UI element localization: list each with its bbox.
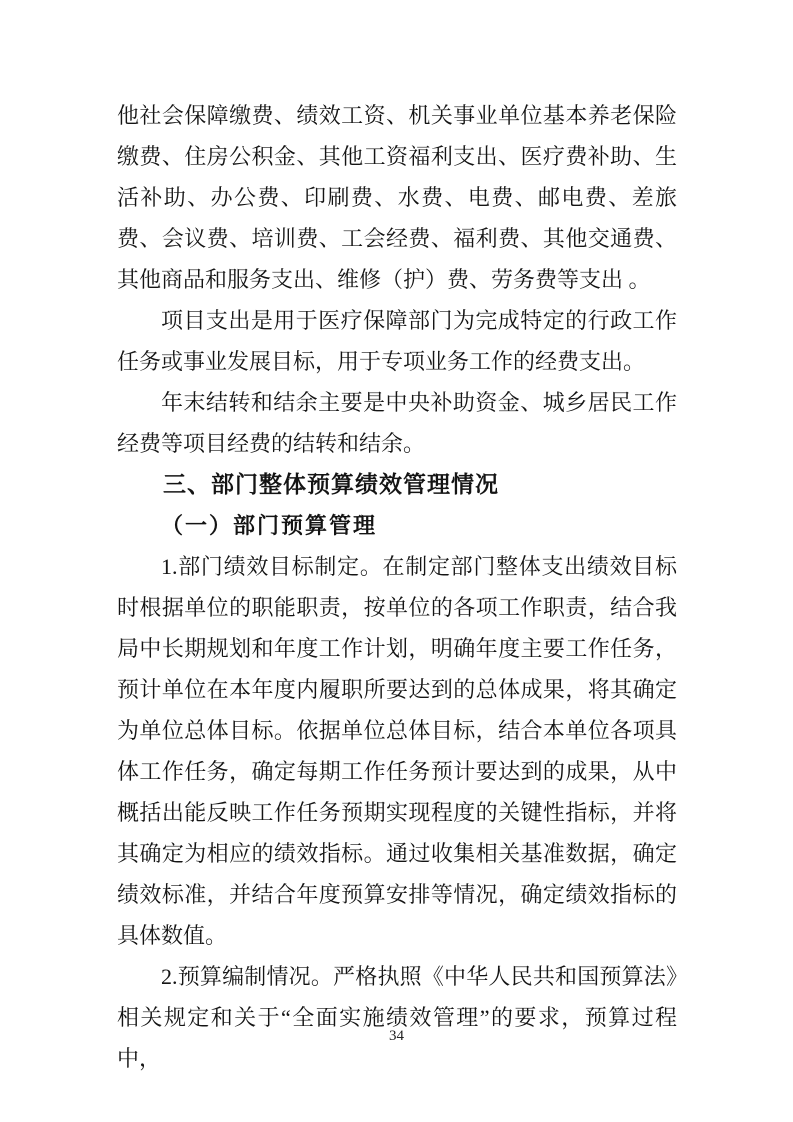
paragraph-basic-expense-continuation: 他社会保障缴费、绩效工资、机关事业单位基本养老保险缴费、住房公积金、其他工资福利支出、医疗费补助、生活补助、办公费、印刷费、水费、电费、邮电费、差旅费、会议费、培训费、工会经费、福利费、其他交通费、其他商品和服务支出、维修（护）费、劳务费等支出 。 (117, 103, 677, 292)
paragraph-budget-preparation: 2.预算编制情况。严格执照《中华人民共和国预算法》相关规定和关于“全面实施绩效管理”的要求，预算过程中， (117, 964, 677, 1071)
subheading-budget-management: （一）部门预算管理 (161, 513, 378, 538)
paragraph-project-expense: 项目支出是用于医疗保障部门为完成特定的行政工作任务或事业发展目标，用于专项业务工作的经费支出。 (117, 308, 677, 374)
document-body (117, 95, 677, 1079)
section-heading-performance-management: 三、部门整体预算绩效管理情况 (163, 471, 499, 497)
page-number: 34 (389, 1028, 404, 1044)
paragraph-performance-goal-setting: 1.部门绩效目标制定。在制定部门整体支出绩效目标时根据单位的职能职责，按单位的各项工作职责，结合我局中长期规划和年度工作计划，明确年度主要工作任务，预计单位在本年度内履职所要达到的总体成果，将其确定为单位总体目标。依据单位总体目标，结合本单位各项具体工作任务，确定每期工作任务预计要达到的成果，从中概括出能反映工作任务预期实现程度的关键性指标，并将其确定为相应的绩效指标。通过收集相关基准数据，确定绩效标准，并结合年度预算安排等情况，确定绩效指标的具体数值。 (117, 554, 677, 948)
paragraph-carryover: 年末结转和结余主要是中央补助资金、城乡居民工作经费等项目经费的结转和结余。 (117, 390, 677, 456)
